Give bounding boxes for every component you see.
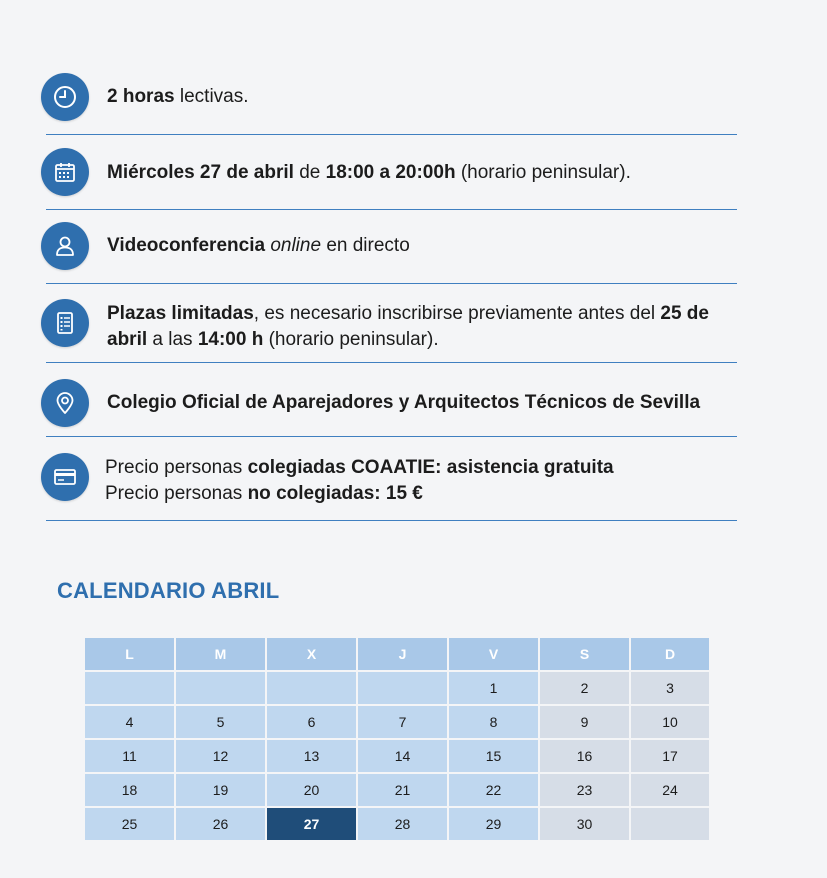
calendar-week-row	[85, 672, 709, 704]
info-registration: Plazas limitadas, es necesario inscribirse previamente antes del 25 de abril a las 14:00 h (horario peninsular).	[107, 303, 709, 350]
calendar-day: 10	[631, 706, 709, 738]
calendar-day: 15	[449, 740, 538, 772]
price-line-non-members: Precio personas no colegiadas: 15 €	[105, 483, 423, 504]
credit-card-icon	[41, 453, 89, 501]
location-pin-icon	[41, 379, 89, 427]
calendar-day: 13	[267, 740, 356, 772]
weekday-header: V	[449, 638, 538, 670]
weekday-header: J	[358, 638, 447, 670]
calendar-day: 3	[631, 672, 709, 704]
calendar-day: 12	[176, 740, 265, 772]
calendar-day: 16	[540, 740, 629, 772]
calendar-day: 28	[358, 808, 447, 840]
info-format: Videoconferencia online en directo	[107, 235, 410, 256]
separator	[46, 209, 737, 210]
weekday-header: M	[176, 638, 265, 670]
separator	[46, 134, 737, 135]
calendar-day	[85, 672, 174, 704]
info-duration: 2 horas lectivas.	[107, 86, 249, 107]
calendar-day: 2	[540, 672, 629, 704]
calendar-day: 24	[631, 774, 709, 806]
calendar-day: 29	[449, 808, 538, 840]
weekday-header: S	[540, 638, 629, 670]
calendar-day	[267, 672, 356, 704]
calendar-day-highlighted: 27	[267, 808, 356, 840]
info-date-time: Miércoles 27 de abril de 18:00 a 20:00h (horario peninsular).	[107, 162, 631, 183]
calendar-day: 18	[85, 774, 174, 806]
calendar-day: 21	[358, 774, 447, 806]
calendar-day: 4	[85, 706, 174, 738]
calendar-day: 20	[267, 774, 356, 806]
user-icon	[41, 222, 89, 270]
calendar-icon	[41, 148, 89, 196]
separator	[46, 283, 737, 284]
calendar-day: 6	[267, 706, 356, 738]
weekday-header: D	[631, 638, 709, 670]
calendar-day: 19	[176, 774, 265, 806]
calendar-day: 17	[631, 740, 709, 772]
calendar-day: 7	[358, 706, 447, 738]
calendar-day: 30	[540, 808, 629, 840]
calendar-week-row	[85, 740, 709, 772]
calendar-table	[83, 636, 711, 842]
separator	[46, 520, 737, 521]
calendar-day: 25	[85, 808, 174, 840]
calendar-title: CALENDARIO ABRIL	[57, 578, 280, 603]
calendar-week-row	[85, 774, 709, 806]
calendar-week-row	[85, 808, 709, 840]
calendar-day: 8	[449, 706, 538, 738]
calendar-day: 11	[85, 740, 174, 772]
separator	[46, 436, 737, 437]
calendar-day: 23	[540, 774, 629, 806]
calendar-day	[176, 672, 265, 704]
calendar-day: 5	[176, 706, 265, 738]
weekday-header: X	[267, 638, 356, 670]
calendar-day	[631, 808, 709, 840]
info-location: Colegio Oficial de Aparejadores y Arquitectos Técnicos de Sevilla	[107, 392, 701, 413]
separator	[46, 362, 737, 363]
calendar-day: 9	[540, 706, 629, 738]
document-list-icon	[41, 299, 89, 347]
price-line-members: Precio personas colegiadas COAATIE: asistencia gratuita	[105, 457, 614, 478]
calendar-day: 26	[176, 808, 265, 840]
calendar-day: 22	[449, 774, 538, 806]
calendar-day: 14	[358, 740, 447, 772]
clock-icon	[41, 73, 89, 121]
calendar-week-row	[85, 706, 709, 738]
weekday-header: L	[85, 638, 174, 670]
info-price	[105, 455, 735, 507]
calendar-header-row	[85, 638, 709, 670]
calendar-day: 1	[449, 672, 538, 704]
calendar-day	[358, 672, 447, 704]
